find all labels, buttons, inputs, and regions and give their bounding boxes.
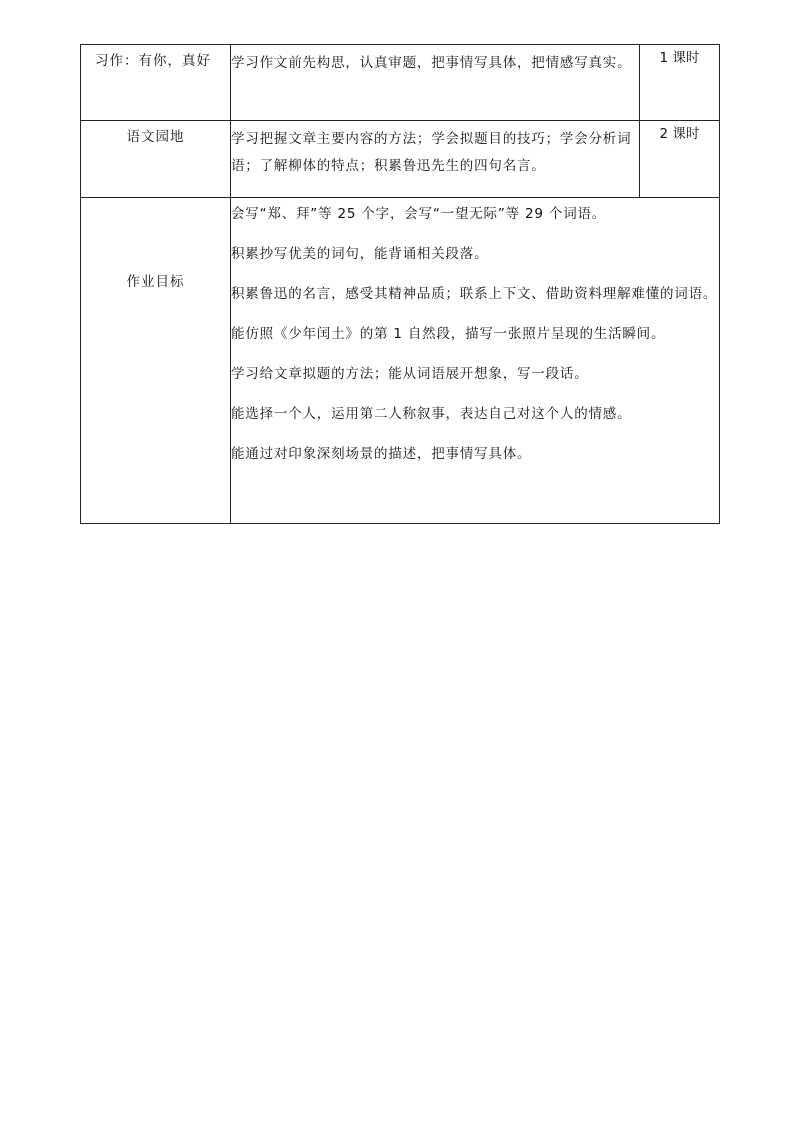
goal-cell xyxy=(231,45,640,121)
list-item: 学习给文章拟题的方法；能从词语展开想象，写一段话。 xyxy=(231,366,589,382)
homework-label: 作业目标 xyxy=(126,274,185,290)
list-item: 能通过对印象深刻场景的描述，把事情写具体。 xyxy=(231,446,532,462)
list-item: 能仿照《少年闰土》的第 1 自然段，描写一张照片呈现的生活瞬间。 xyxy=(231,326,666,342)
table-row xyxy=(81,198,720,524)
table-row xyxy=(81,121,720,198)
homework-goals-list xyxy=(231,198,719,474)
hours-cell xyxy=(640,45,720,121)
homework-goals-cell xyxy=(231,198,720,524)
unit-name: 语文园地 xyxy=(126,129,185,145)
unit-name: 习作：有你，真好 xyxy=(95,53,211,69)
goal-cell xyxy=(231,121,640,198)
goal-text: 学习把握文章主要内容的方法；学会拟题目的技巧；学会分析词语；了解柳体的特点；积累鲁迅先生的四句名言。 xyxy=(231,131,632,174)
hours-cell xyxy=(640,121,720,198)
unit-cell xyxy=(81,45,231,121)
unit-cell xyxy=(81,121,231,198)
goal-text: 学习作文前先构思，认真审题，把事情写具体，把情感写真实。 xyxy=(231,55,632,71)
hours-text: 1 课时 xyxy=(659,50,700,66)
hours-text: 2 课时 xyxy=(659,126,700,142)
list-item: 能选择一个人，运用第二人称叙事，表达自己对这个人的情感。 xyxy=(231,406,632,422)
list-item: 积累抄写优美的词句，能背诵相关段落。 xyxy=(231,246,489,262)
table-row xyxy=(81,45,720,121)
list-item: 会写“郑、拜”等 25 个字，会写“一望无际”等 29 个词语。 xyxy=(231,206,607,222)
homework-label-cell xyxy=(81,198,231,524)
list-item: 积累鲁迅的名言，感受其精神品质；联系上下文、借助资料理解难懂的词语。 xyxy=(231,286,718,302)
teaching-plan-table xyxy=(80,44,720,524)
